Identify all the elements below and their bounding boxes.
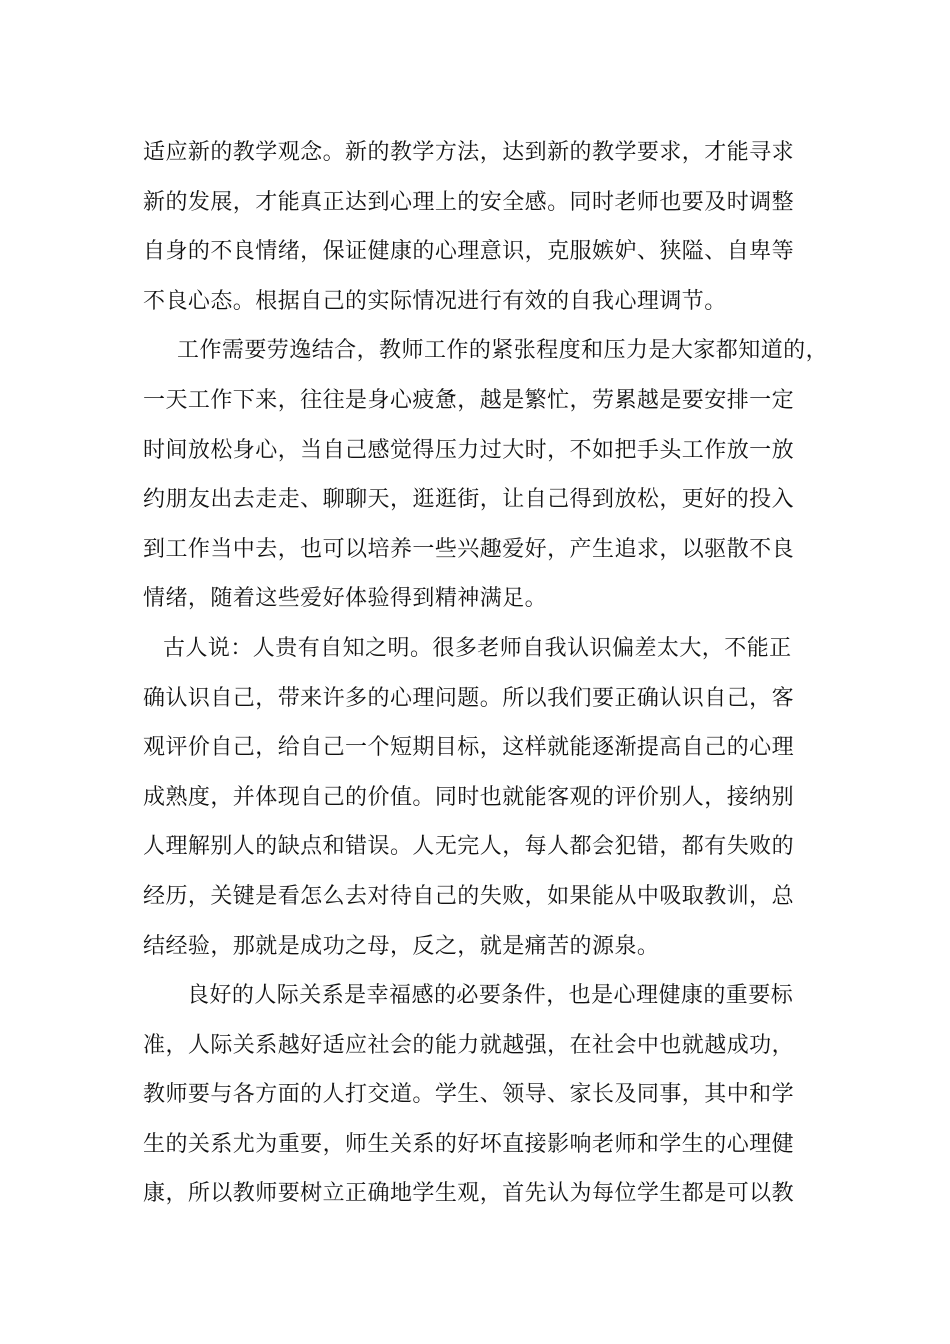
text-line: 到工作当中去，也可以培养一些兴趣爱好，产生追求，以驱散不良 bbox=[143, 536, 795, 562]
paragraph-3 bbox=[143, 624, 813, 971]
text-line: 不良心态。根据自己的实际情况进行有效的自我心理调节。 bbox=[143, 288, 727, 314]
text-line: 情绪，随着这些爱好体验得到精神满足。 bbox=[143, 586, 548, 612]
text-line: 准，人际关系越好适应社会的能力就越强，在社会中也就越成功， bbox=[143, 1032, 795, 1058]
text-line: 生的关系尤为重要，师生关系的好坏直接影响老师和学生的心理健 bbox=[143, 1131, 795, 1157]
text-line: 新的发展，才能真正达到心理上的安全感。同时老师也要及时调整 bbox=[143, 189, 795, 215]
text-line: 康，所以教师要树立正确地学生观，首先认为每位学生都是可以教 bbox=[143, 1181, 795, 1207]
paragraph-4 bbox=[143, 971, 813, 1219]
text-line: 良好的人际关系是幸福感的必要条件，也是心理健康的重要标 bbox=[187, 983, 794, 1009]
text-line: 工作需要劳逸结合，教师工作的紧张程度和压力是大家都知道的， bbox=[177, 338, 829, 364]
text-line: 经历，关键是看怎么去对待自己的失败，如果能从中吸取教训，总 bbox=[143, 883, 795, 909]
paragraph-1 bbox=[143, 128, 813, 326]
text-line: 结经验，那就是成功之母，反之，就是痛苦的源泉。 bbox=[143, 933, 660, 959]
text-line: 古人说：人贵有自知之明。很多老师自我认识偏差太大，不能正 bbox=[163, 635, 792, 661]
text-line: 教师要与各方面的人打交道。学生、领导、家长及同事，其中和学 bbox=[143, 1082, 795, 1108]
body-text bbox=[143, 128, 829, 1219]
text-line: 适应新的教学观念。新的教学方法，达到新的教学要求，才能寻求 bbox=[143, 140, 795, 165]
text-line: 确认识自己，带来许多的心理问题。所以我们要正确认识自己，客 bbox=[143, 685, 795, 711]
text-line: 约朋友出去走走、聊聊天，逛逛街，让自己得到放松，更好的投入 bbox=[143, 487, 795, 513]
text-line: 观评价自己，给自己一个短期目标，这样就能逐渐提高自己的心理 bbox=[143, 735, 795, 761]
text-line: 人理解别人的缺点和错误。人无完人，每人都会犯错，都有失败的 bbox=[143, 834, 795, 860]
text-line: 时间放松身心，当自己感觉得压力过大时，不如把手头工作放一放 bbox=[143, 437, 795, 463]
text-line: 成熟度，并体现自己的价值。同时也就能客观的评价别人，接纳别 bbox=[143, 784, 795, 810]
paragraph-2 bbox=[143, 326, 829, 624]
text-line: 自身的不良情绪，保证健康的心理意识，克服嫉妒、狭隘、自卑等 bbox=[143, 239, 795, 265]
text-line: 一天工作下来，往往是身心疲惫，越是繁忙，劳累越是要安排一定 bbox=[143, 387, 795, 413]
